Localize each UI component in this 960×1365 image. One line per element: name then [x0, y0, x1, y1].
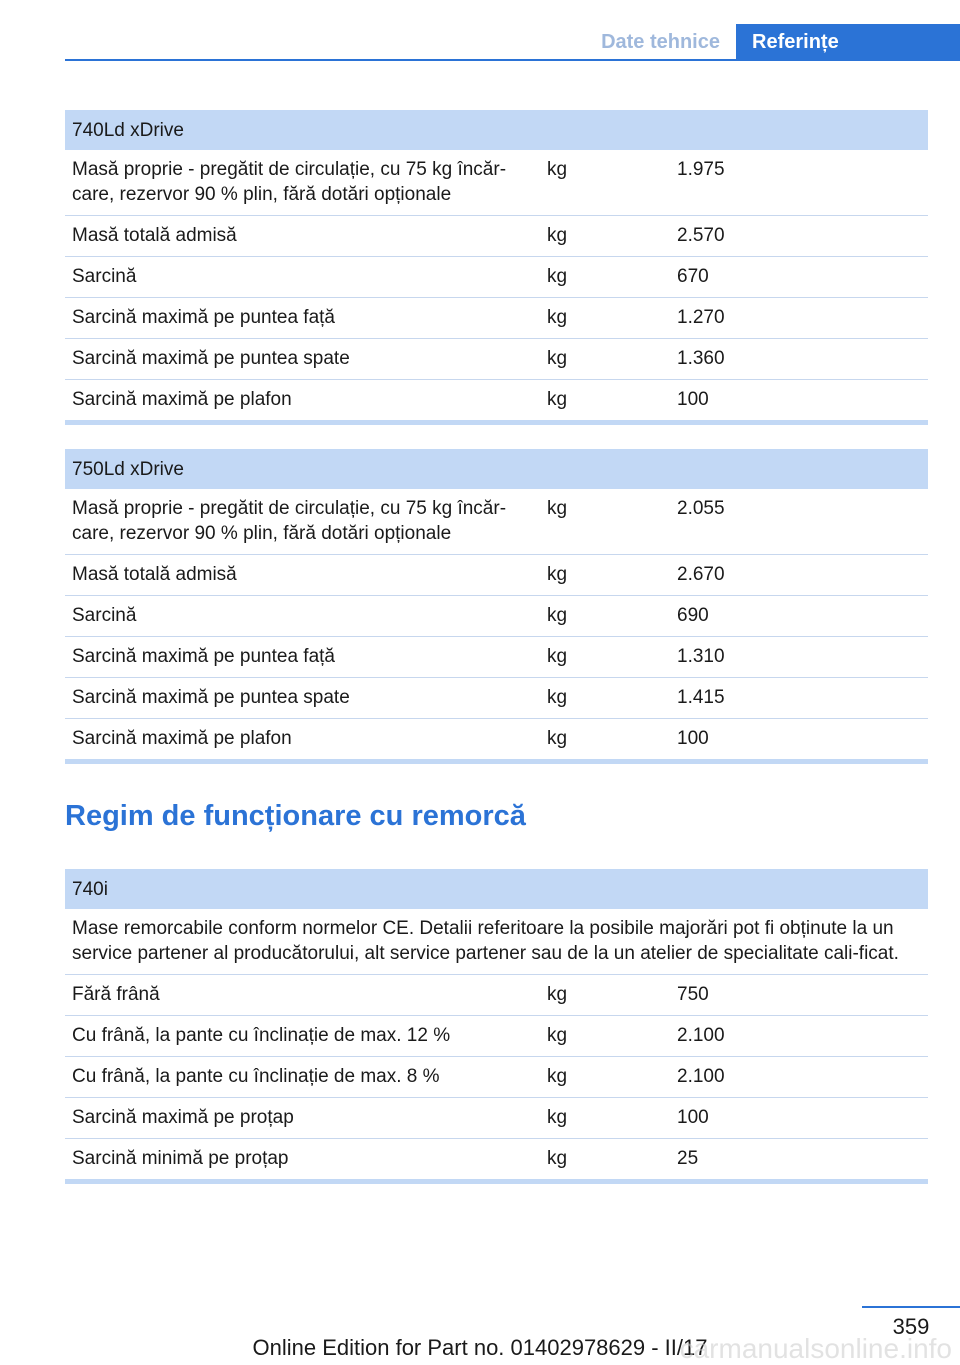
table-row	[65, 1098, 928, 1139]
row-value: 1.415	[670, 678, 928, 719]
row-unit: kg	[540, 1098, 670, 1139]
row-unit: kg	[540, 719, 670, 762]
row-label: Sarcină minimă pe proțap	[65, 1139, 540, 1182]
table-row	[65, 637, 928, 678]
table-note-row	[65, 909, 928, 975]
row-label: Sarcină maximă pe puntea față	[65, 298, 540, 339]
row-unit: kg	[540, 975, 670, 1016]
table-title: 740i	[65, 869, 928, 909]
table-title: 740Ld xDrive	[65, 110, 928, 150]
row-unit: kg	[540, 257, 670, 298]
row-value: 100	[670, 380, 928, 423]
row-label: Sarcină maximă pe plafon	[65, 380, 540, 423]
row-label: Sarcină maximă pe puntea față	[65, 637, 540, 678]
row-unit: kg	[540, 489, 670, 555]
edition-footer: Online Edition for Part no. 01402978629 - II/17	[252, 1335, 708, 1360]
spec-table-740ld	[65, 110, 928, 425]
watermark: carmanualsonline.info	[679, 1333, 952, 1364]
table-row	[65, 339, 928, 380]
row-value: 25	[670, 1139, 928, 1182]
header-rule	[65, 59, 960, 61]
row-value: 2.670	[670, 555, 928, 596]
row-label: Sarcină maximă pe proțap	[65, 1098, 540, 1139]
spec-table-750ld	[65, 449, 928, 764]
table-header-row	[65, 869, 928, 909]
row-unit: kg	[540, 637, 670, 678]
row-label: Sarcină maximă pe puntea spate	[65, 678, 540, 719]
row-value: 100	[670, 1098, 928, 1139]
row-unit: kg	[540, 298, 670, 339]
row-unit: kg	[540, 216, 670, 257]
row-value: 2.100	[670, 1016, 928, 1057]
row-value: 100	[670, 719, 928, 762]
row-label: Cu frână, la pante cu înclinație de max. 8 %	[65, 1057, 540, 1098]
table-header-row	[65, 110, 928, 150]
table-note: Mase remorcabile conform normelor CE. Detalii referitoare la posibile majorări pot fi obținute la un service partener al producătorului, alt service partener sau de la un atelier de specialitate cali‐ficat.	[65, 909, 928, 975]
row-label: Sarcină maximă pe puntea spate	[65, 339, 540, 380]
table-row	[65, 257, 928, 298]
tab-date-tehnice[interactable]: Date tehnice	[601, 31, 720, 53]
row-value: 750	[670, 975, 928, 1016]
row-unit: kg	[540, 150, 670, 216]
table-row	[65, 1016, 928, 1057]
row-unit: kg	[540, 1016, 670, 1057]
table-row	[65, 678, 928, 719]
row-label: Sarcină	[65, 596, 540, 637]
section-title: Regim de funcționare cu remorcă	[65, 800, 526, 832]
row-unit: kg	[540, 1057, 670, 1098]
table-row	[65, 298, 928, 339]
row-unit: kg	[540, 555, 670, 596]
page-header	[65, 24, 960, 61]
table-row	[65, 150, 928, 216]
row-value: 670	[670, 257, 928, 298]
table-row	[65, 1057, 928, 1098]
row-label: Sarcină maximă pe plafon	[65, 719, 540, 762]
table-row	[65, 1139, 928, 1182]
table-title: 750Ld xDrive	[65, 449, 928, 489]
row-value: 2.100	[670, 1057, 928, 1098]
row-label: Fără frână	[65, 975, 540, 1016]
table-row	[65, 975, 928, 1016]
row-unit: kg	[540, 1139, 670, 1182]
page-number: 359	[862, 1306, 960, 1340]
row-value: 1.270	[670, 298, 928, 339]
row-unit: kg	[540, 339, 670, 380]
row-label: Masă totală admisă	[65, 555, 540, 596]
row-label: Masă proprie - pregătit de circulație, cu 75 kg încăr‐ care, rezervor 90 % plin, fără dotări opționale	[65, 489, 540, 555]
table-row	[65, 555, 928, 596]
row-value: 690	[670, 596, 928, 637]
row-unit: kg	[540, 380, 670, 423]
tab-referinte[interactable]: Referințe	[736, 24, 960, 61]
table-row	[65, 489, 928, 555]
row-value: 1.310	[670, 637, 928, 678]
row-label: Masă proprie - pregătit de circulație, cu 75 kg încăr‐ care, rezervor 90 % plin, fără dotări opționale	[65, 150, 540, 216]
row-value: 2.570	[670, 216, 928, 257]
row-label: Masă totală admisă	[65, 216, 540, 257]
row-value: 1.975	[670, 150, 928, 216]
table-row	[65, 380, 928, 423]
row-value: 1.360	[670, 339, 928, 380]
row-label: Sarcină	[65, 257, 540, 298]
table-row	[65, 216, 928, 257]
row-unit: kg	[540, 596, 670, 637]
spec-table-740i-trailer	[65, 869, 928, 1184]
table-row	[65, 719, 928, 762]
table-header-row	[65, 449, 928, 489]
row-unit: kg	[540, 678, 670, 719]
table-row	[65, 596, 928, 637]
row-label: Cu frână, la pante cu înclinație de max. 12 %	[65, 1016, 540, 1057]
row-value: 2.055	[670, 489, 928, 555]
